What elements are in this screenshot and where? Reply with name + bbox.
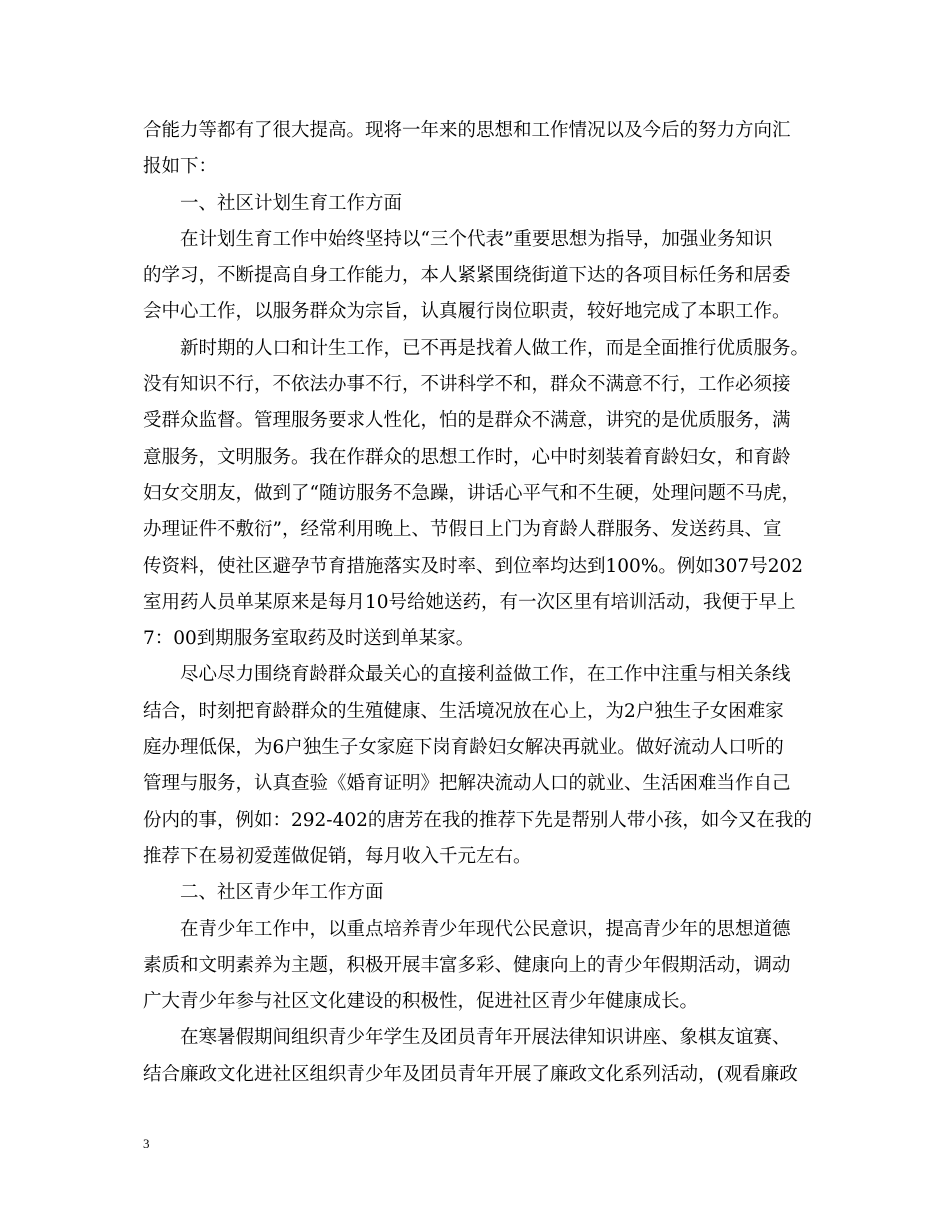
text-line: 新时期的人口和计生工作，已不再是找着人做工作，而是全面推行优质服务。 xyxy=(180,337,810,359)
text-line: 妇女交朋友，做到了“随访服务不急躁，讲话心平气和不生硬，处理问题不马虎， xyxy=(143,482,800,504)
text-line: 意服务，文明服务。我在作群众的思想工作时，心中时刻装着育龄妇女，和育龄 xyxy=(143,446,791,468)
text-line: 广大青少年参与社区文化建设的积极性，促进社区青少年健康成长。 xyxy=(143,991,699,1013)
text-line: 二、社区青少年工作方面 xyxy=(180,882,384,904)
text-line: 传资料，使社区避孕节育措施落实及时率、到位率均达到100%。例如307号202 xyxy=(143,555,804,577)
text-line: 会中心工作，以服务群众为宗旨，认真履行岗位职责，较好地完成了本职工作。 xyxy=(143,301,791,323)
text-line: 在青少年工作中，以重点培养青少年现代公民意识，提高青少年的思想道德 xyxy=(180,918,791,940)
text-line: 管理与服务，认真查验《婚育证明》把解决流动人口的就业、生活困难当作自己 xyxy=(143,773,791,795)
text-line: 素质和文明素养为主题，积极开展丰富多彩、健康向上的青少年假期活动，调动 xyxy=(143,954,791,976)
text-line: 推荐下在易初爱莲做促销，每月收入千元左右。 xyxy=(143,845,532,867)
text-line: 份内的事，例如：292-402的唐芳在我的推荐下先是帮别人带小孩，如今又在我的 xyxy=(143,809,812,831)
text-line: 在计划生育工作中始终坚持以“三个代表”重要思想为指导，加强业务知识 xyxy=(180,228,773,250)
text-line: 7：00到期服务室取药及时送到单某家。 xyxy=(143,628,475,650)
text-line: 受群众监督。管理服务要求人性化，怕的是群众不满意，讲究的是优质服务，满 xyxy=(143,410,791,432)
text-line: 一、社区计划生育工作方面 xyxy=(180,192,403,214)
text-line: 结合廉政文化进社区组织青少年及团员青年开展了廉政文化系列活动，(观看廉政 xyxy=(143,1063,798,1085)
body-text xyxy=(143,113,812,1093)
text-line: 办理证件不敷衍”，经常利用晚上、节假日上门为育龄人群服务、发送药具、宣 xyxy=(143,519,782,541)
page-number: 3 xyxy=(143,1136,150,1151)
text-line: 的学习，不断提高自身工作能力，本人紧紧围绕街道下达的各项目标任务和居委 xyxy=(143,265,791,287)
text-line: 尽心尽力围绕育龄群众最关心的直接利益做工作，在工作中注重与相关条线 xyxy=(180,664,791,686)
text-line: 室用药人员单某原来是每月10号给她送药，有一次区里有培训活动，我便于早上 xyxy=(143,591,796,613)
text-line: 结合，时刻把育龄群众的生殖健康、生活境况放在心上，为2户独生子女困难家 xyxy=(143,700,784,722)
text-line: 庭办理低保，为6户独生子女家庭下岗育龄妇女解决再就业。做好流动人口听的 xyxy=(143,737,784,759)
text-line: 报如下： xyxy=(143,156,218,178)
text-line: 合能力等都有了很大提高。现将一年来的思想和工作情况以及今后的努力方向汇 xyxy=(143,120,791,141)
text-line: 没有知识不行，不依法办事不行，不讲科学不和，群众不满意不行，工作必须接 xyxy=(143,374,791,396)
text-line: 在寒暑假期间组织青少年学生及团员青年开展法律知识讲座、象棋友谊赛、 xyxy=(180,1027,791,1049)
